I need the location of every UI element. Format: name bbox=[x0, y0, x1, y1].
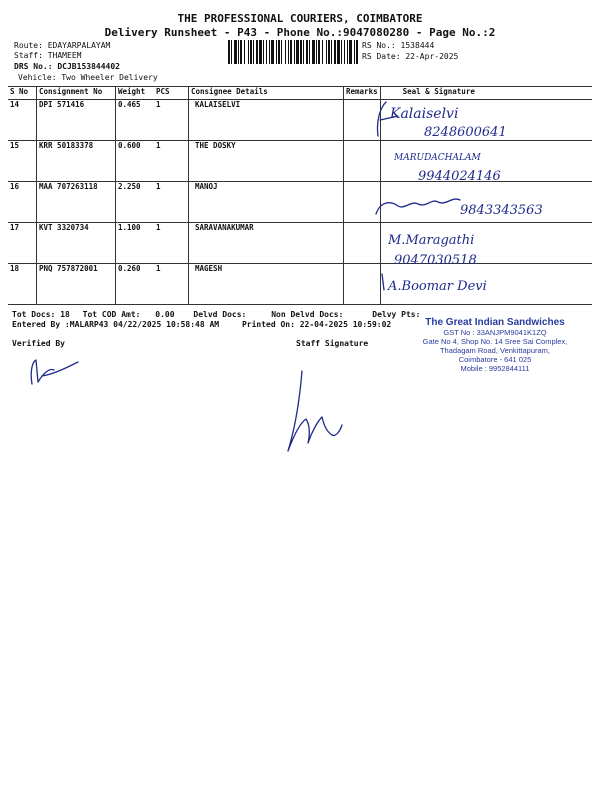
verifier-signature bbox=[20, 352, 90, 397]
svg-text:9944024146: 9944024146 bbox=[418, 169, 501, 184]
stamp-gst: GST No : 33ANJPM9041K1ZQ bbox=[443, 328, 547, 337]
table-row: 17 KVT 3320734 1.100 1 SARAVANAKUMAR bbox=[8, 223, 592, 264]
table-row: 18 PNQ 757872001 0.260 1 MAGESH bbox=[8, 264, 592, 305]
drs-line: DRS No.: DCJB153844402 bbox=[14, 62, 120, 71]
col-weight: Weight bbox=[116, 87, 155, 100]
handwritten-signatures bbox=[368, 96, 593, 301]
signature-row-18 bbox=[382, 274, 487, 294]
rs-date-line: RS Date: 22-Apr-2025 bbox=[362, 52, 459, 61]
col-remarks: Remarks bbox=[344, 87, 381, 100]
staff-line: Staff: THAMEEM bbox=[14, 51, 82, 60]
verified-by-label: Verified By bbox=[12, 339, 65, 348]
table-row: 15 KRR 50183378 0.600 1 THE DOSKY bbox=[8, 141, 592, 182]
col-pcs: PCS bbox=[154, 87, 189, 100]
signature-row-16 bbox=[376, 199, 543, 218]
stamp-name: The Great Indian Sandwiches bbox=[425, 317, 565, 328]
col-seal: Seal & Signature bbox=[380, 87, 592, 100]
totals-line: Tot Docs: 18 Tot COD Amt: 0.00 Delvd Docs: Non Delvd Docs: Delvy Pts: bbox=[12, 310, 421, 319]
entered-printed-line: Entered By :MALARP43 04/22/2025 10:58:48 AM Printed On: 22-04-2025 10:59:02 bbox=[12, 320, 392, 329]
signature-row-17 bbox=[387, 233, 477, 268]
signature-row-14 bbox=[377, 102, 506, 140]
svg-text:9843343563: 9843343563 bbox=[460, 203, 543, 218]
table-row: 14 DPI 571416 0.465 1 KALAISELVI bbox=[8, 100, 592, 141]
runsheet-title: Delivery Runsheet - P43 - Phone No.:9047080280 - Page No.:2 bbox=[104, 26, 496, 39]
stamp-address-2: Thadagam Road, Venkittapuram, bbox=[439, 346, 551, 355]
barcode bbox=[228, 40, 358, 64]
route-line: Route: EDAYARPALAYAM bbox=[14, 41, 111, 50]
vehicle-line: Vehicle: Two Wheeler Delivery bbox=[18, 73, 158, 82]
svg-text:M.Maragathi: M.Maragathi bbox=[388, 233, 475, 248]
staff-signature bbox=[270, 365, 360, 460]
col-consignee: Consignee Details bbox=[189, 87, 344, 100]
staff-signature-label: Staff Signature bbox=[296, 339, 369, 348]
shop-stamp bbox=[400, 317, 590, 373]
table-row: 16 MAA 707263118 2.250 1 MANOJ bbox=[8, 182, 592, 223]
col-consignment: Consignment No bbox=[37, 87, 116, 100]
signature-row-15 bbox=[393, 153, 501, 184]
stamp-address-1: Gate No 4, Shop No. 14 Sree Sai Complex, bbox=[422, 337, 568, 346]
col-sno: S No bbox=[8, 87, 37, 100]
svg-text:A.Boomar Devi: A.Boomar Devi bbox=[388, 279, 487, 294]
svg-text:Kalaiselvi: Kalaiselvi bbox=[390, 106, 459, 122]
svg-text:MARUDACHALAM: MARUDACHALAM bbox=[394, 153, 481, 163]
svg-text:9047030518: 9047030518 bbox=[394, 253, 477, 268]
svg-text:8248600641: 8248600641 bbox=[424, 125, 507, 140]
rs-no-line: RS No.: 1538444 bbox=[362, 41, 435, 50]
company-title: THE PROFESSIONAL COURIERS, COIMBATORE bbox=[177, 12, 423, 25]
stamp-address-3: Coimbatore - 641 025 bbox=[458, 355, 532, 364]
stamp-mobile: Mobile : 9952844111 bbox=[460, 364, 530, 373]
